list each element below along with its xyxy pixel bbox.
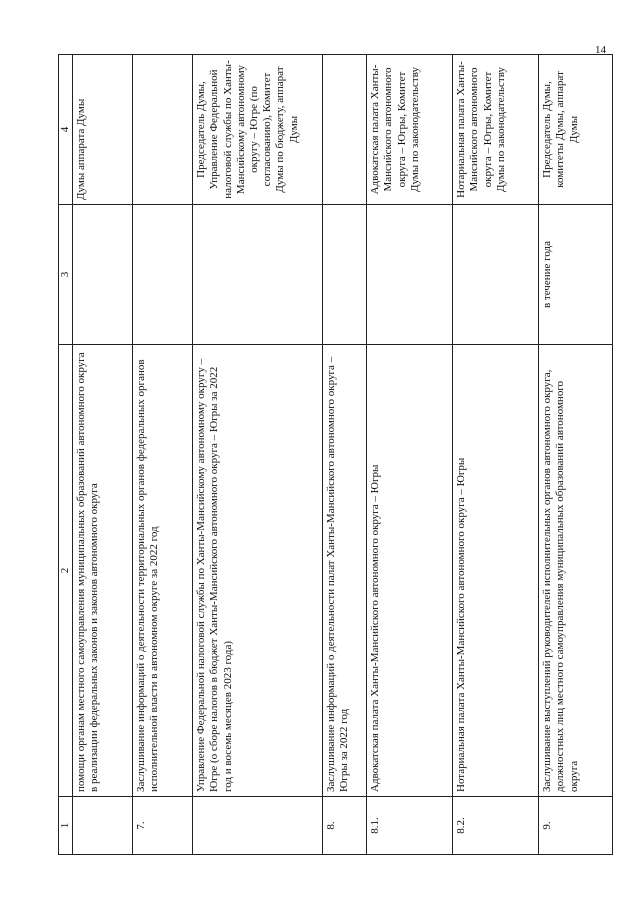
row-responsible: Адвокатская палата Ханты-Мансийского автономного округа – Югры, Комитет Думы по законодательству (367, 55, 453, 205)
header-cell: 4 (59, 55, 73, 205)
row-text: Заслушивание информаций о деятельности палат Ханты-Мансийского автономного округа – Югры за 2022 год (323, 345, 367, 797)
row-term (323, 205, 367, 345)
row-responsible (323, 55, 367, 205)
table-row (323, 55, 367, 855)
row-responsible: Думы аппарата Думы (73, 55, 133, 205)
row-term (73, 205, 133, 345)
row-term (133, 205, 193, 345)
row-number (73, 797, 133, 855)
row-term (193, 205, 323, 345)
row-responsible: Председатель Думы, комитеты Думы, аппарат Думы (539, 55, 613, 205)
header-cell: 2 (59, 345, 73, 797)
row-number: 9. (539, 797, 613, 855)
table-row (133, 55, 193, 855)
row-text: помощи органам местного самоуправления муниципальных образований автономного округа в реализации федеральных законов и законов автономного округа (73, 345, 133, 797)
row-number: 8.1. (367, 797, 453, 855)
rotated-page (58, 55, 613, 855)
table-row (539, 55, 613, 855)
row-number: 7. (133, 797, 193, 855)
row-text: Адвокатская палата Ханты-Мансийского автономного округа – Югры (367, 345, 453, 797)
table-row (193, 55, 323, 855)
row-term (367, 205, 453, 345)
header-row (59, 55, 73, 855)
row-term (453, 205, 539, 345)
row-responsible (133, 55, 193, 205)
row-text: Заслушивание информаций о деятельности территориальных органов федеральных органов исполнительной власти в автономном округе за 2022 год (133, 345, 193, 797)
row-term: в течение года (539, 205, 613, 345)
row-number: 8. (323, 797, 367, 855)
header-cell: 1 (59, 797, 73, 855)
table-row (367, 55, 453, 855)
plan-table (58, 54, 613, 855)
row-number (193, 797, 323, 855)
table-row (73, 55, 133, 855)
page-number: 14 (595, 44, 606, 56)
row-text: Управление Федеральной налоговой службы по Ханты-Мансийскому автономному округу – Югре (о сборе налогов в бюджет Ханты-Мансийского автономного округа – Югры за 2022 год и восемь месяцев 2023 года) (193, 345, 323, 797)
row-responsible: Председатель Думы, Управление Федеральной налоговой службы по Ханты-Мансийскому автономному округу – Югре (по согласованию), Комитет Думы по бюджету, аппарат Думы (193, 55, 323, 205)
table-row (453, 55, 539, 855)
row-text: Нотариальная палата Ханты-Мансийского автономного округа – Югры (453, 345, 539, 797)
row-number: 8.2. (453, 797, 539, 855)
row-responsible: Нотариальная палата Ханты-Мансийского автономного округа – Югры, Комитет Думы по законодательству (453, 55, 539, 205)
header-cell: 3 (59, 205, 73, 345)
row-text: Заслушивание выступлений руководителей исполнительных органов автономного округа, должностных лиц местного самоуправления муниципальных образований автономного округа (539, 345, 613, 797)
